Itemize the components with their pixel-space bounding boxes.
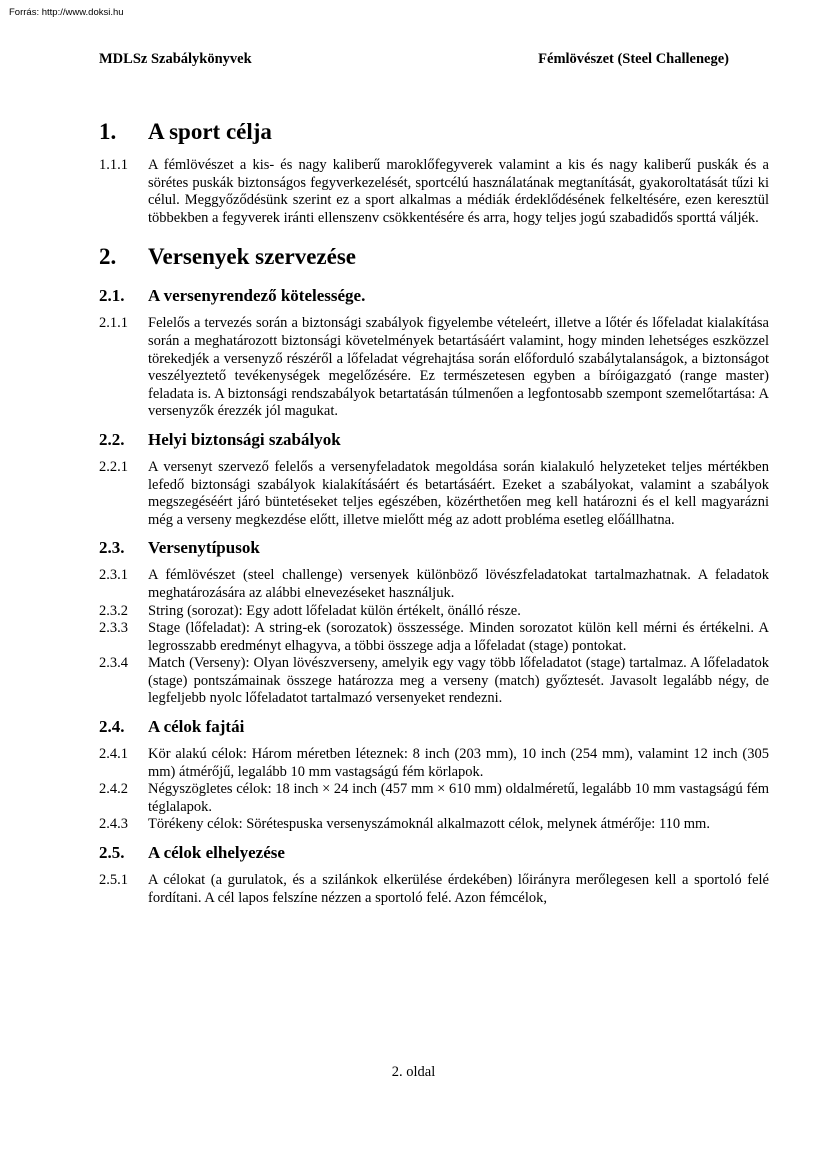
paragraph-text: A fémlövészet a kis- és nagy kaliberű maroklőfegyverek valamint a kis és nagy kaliberű puskák és a sörétes puskák biztonságos fegyverkezelését, sportcélú használatának megtanítását, gyakoroltatását tűzi ki célul. Meggyőződésünk szerint ez a sport alkalmas a médiák érdeklődésének felkeltésére, ezen keresztül többekben a fegyverek iránti ellenszenv csökkentésére és arra, hogy teljes jogú szabadidős sporttá váljék. [148,157,769,226]
paragraph-text: String (sorozat): Egy adott lőfeladat külön értékelt, önálló része. [148,602,521,619]
subsection-heading [99,716,769,738]
paragraph-text: A célokat (a gurulatok, és a szilánkok elkerülése érdekében) lőirányra merőlegesen kell a sportoló felé fordítani. A cél lapos felszíne nézzen a sportoló felé. Azon fémcélok, [148,872,769,906]
paragraph-number: 2.4.3 [99,816,128,833]
paragraph-text: A versenyt szervező felelős a versenyfeladatok megoldása során kialakuló helyzeteket teljes mértékben lefedő biztonsági szabályok kialakításáért és betartásáért. Ezeket a szabályokat, valamint a szabályok megszegéséért járó büntetéseket teljes egészében, közérthetően meg kell határozni és el kell magyarázni még a verseny megkezdése előtt, illetve mielőtt még az adott probléma esetleg előállhatna. [148,458,769,528]
paragraph-number: 2.5.1 [99,872,128,889]
subsection-number: 2.3. [99,538,125,558]
subsection-number: 2.5. [99,843,125,863]
section-title: Versenyek szervezése [148,244,356,270]
subsection-heading [99,842,769,864]
paragraph [99,655,769,708]
paragraph [99,603,769,621]
paragraph-text: Stage (lőfeladat): A string-ek (sorozatok) összessége. Minden sorozatot külön kell mérni és értékelni. A legrosszabb eredményt elhagyva, a többi összege adja a lőfeladat (stage) pontokat. [148,620,769,654]
paragraph-number: 2.3.2 [99,602,128,619]
section-heading [99,242,769,272]
paragraph [99,872,769,907]
header-left: MDLSz Szabálykönyvek [99,51,252,67]
subsection-number: 2.4. [99,717,125,737]
header-right: Fémlövészet (Steel Challenege) [538,51,729,67]
section-title: A sport célja [148,119,272,144]
paragraph [99,157,769,227]
paragraph-text: Match (Verseny): Olyan lövészverseny, amelyik egy vagy több lőfeladatot (stage) tartalmaz. A lőfeladatok (stage) pontszámainak összege határozza meg a verseny (match) győztesét. Javasolt legalább négy, de legfeljebb nyolc lőfeladatot tartalmazó versenyeket rendezni. [148,655,769,707]
subsection-title: A versenyrendező kötelessége. [148,286,366,306]
subsection-title: Helyi biztonsági szabályok [148,429,341,449]
paragraph [99,781,769,816]
paragraph [99,459,769,529]
paragraph [99,567,769,602]
section-number: 2. [99,244,117,270]
subsection-title: A célok fajtái [148,717,245,737]
subsection-title: Versenytípusok [148,538,260,558]
paragraph-number: 2.4.1 [99,746,128,763]
paragraph-number: 2.3.4 [99,655,128,672]
paragraph-number: 2.1.1 [99,315,128,332]
subsection-heading [99,429,769,451]
paragraph-number: 2.4.2 [99,781,128,798]
section-heading [99,117,769,147]
page-number: 2. oldal [391,1064,436,1080]
paragraph-text: Törékeny célok: Sörétespuska versenyszámoknál alkalmazott célok, melynek átmérője: 110 mm. [148,816,710,833]
paragraph-number: 2.3.3 [99,620,128,637]
document-body [99,112,769,907]
source-line: Forrás: http://www.doksi.hu [9,7,124,18]
paragraph-text: Felelős a tervezés során a biztonsági szabályok figyelembe vételeért, illetve a lőtér és lőfeladat kialakítása során a meghatározott biztonsági követelmények betartásáért valamint, hogy minden lehetséges eszközzel törekedjék a versenyző részéről a lőfeladat végrehajtása során előforduló szabálytalanságok, a biztonságot veszélyeztető tevékenységek megelőzésére. Ez természetesen egyben a bíróigazgató (range master) feladata is. A biztonsági rendszabályok betartatásán túlmenően a legfontosabb szempont szemelőtartása: A versenyzők érezzék jól magukat. [148,315,769,420]
paragraph [99,816,769,834]
paragraph-text: Kör alakú célok: Három méretben léteznek: 8 inch (203 mm), 10 inch (254 mm), valamint 12 inch (305 mm) átmérőjű, legalább 10 mm vastagságú fém körlapok. [148,746,769,780]
subsection-number: 2.1. [99,286,125,306]
paragraph-text: Négyszögletes célok: 18 inch × 24 inch (457 mm × 610 mm) oldalméretű, legalább 10 mm vastagságú fém téglalapok. [148,781,769,815]
paragraph [99,620,769,655]
paragraph-text: A fémlövészet (steel challenge) versenyek különböző lövészfeladatokat tartalmazhatnak. A feladatok meghatározására az alábbi elnevezéseket használjuk. [148,567,769,601]
paragraph-number: 2.2.1 [99,458,128,475]
subsection-heading [99,285,769,307]
section-number: 1. [99,119,117,144]
subsection-heading [99,537,769,559]
paragraph [99,315,769,421]
paragraph [99,746,769,781]
paragraph-number: 2.3.1 [99,567,128,584]
subsection-number: 2.2. [99,429,125,449]
paragraph-number: 1.1.1 [99,157,128,173]
subsection-title: A célok elhelyezése [148,843,285,863]
